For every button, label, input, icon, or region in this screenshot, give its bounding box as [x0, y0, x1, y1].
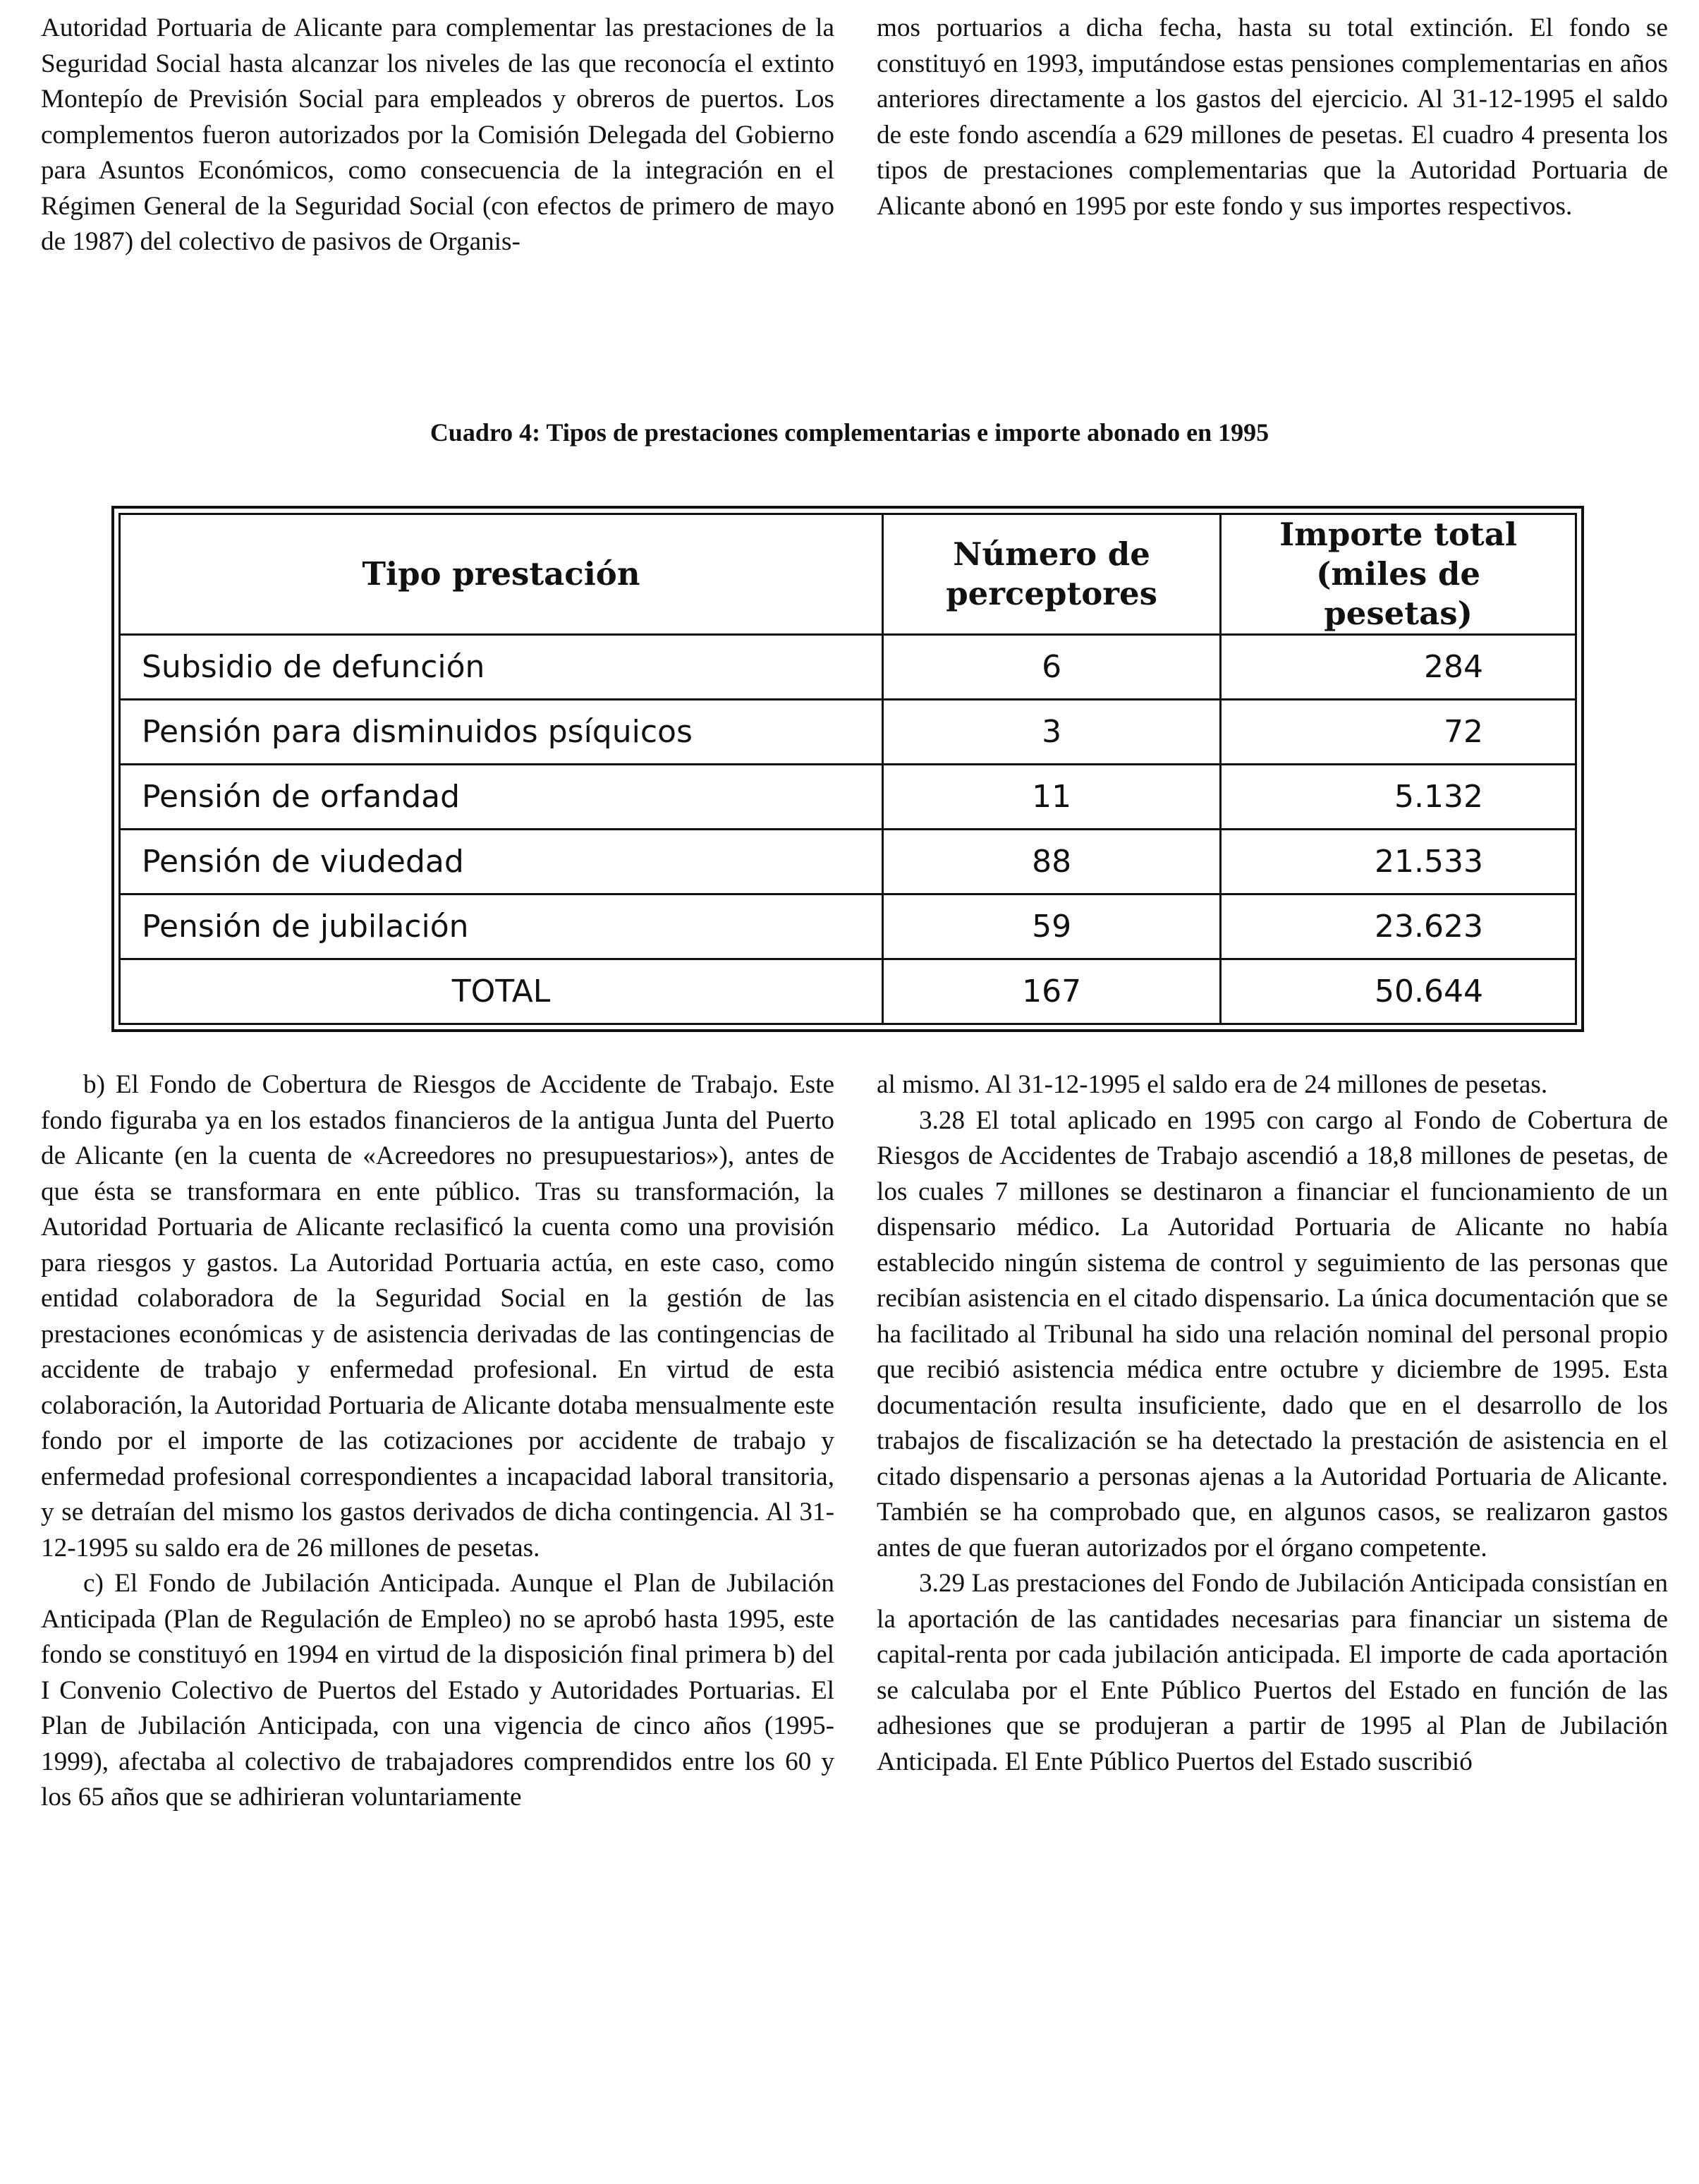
bottom-left-column	[41, 1067, 834, 1816]
total-recipients-cell: 167	[883, 959, 1221, 1024]
recipients-cell: 11	[883, 765, 1221, 830]
benefits-table	[111, 506, 1584, 1032]
recipients-cell: 3	[883, 700, 1221, 765]
paragraph: Autoridad Portuaria de Alicante para complementar las prestaciones de la Seguridad Social hasta alcanzar los niveles de las que reconocía el extinto Montepío de Previsión Social para empleados y obreros de puertos. Los complementos fueron autorizados por la Comisión Delegada del Gobierno para Asuntos Económicos, como consecuencia de la integración en el Régimen General de la Seguridad Social (con efectos de primero de mayo de 1987) del colectivo de pasivos de Organis-	[41, 13, 834, 256]
bottom-right-column	[877, 1067, 1668, 1780]
amount-cell: 23.623	[1221, 894, 1576, 959]
table-row	[120, 765, 1576, 830]
paragraph: 3.29 Las prestaciones del Fondo de Jubilación Anticipada consistían en la aportación de las cantidades necesarias para financiar un sistema de capital-renta por cada jubilación anticipada. El importe de cada aportación se calculaba por el Ente Público Puertos del Estado en función de las adhesiones que se produjeran a partir de 1995 al Plan de Jubilación Anticipada. El Ente Público Puertos del Estado suscribió	[877, 1569, 1668, 1776]
header-benefit-type: Tipo prestación	[120, 514, 883, 635]
benefits-table-grid	[118, 513, 1577, 1025]
total-label-cell: TOTAL	[120, 959, 883, 1024]
table-row	[120, 700, 1576, 765]
paragraph: al mismo. Al 31-12-1995 el saldo era de 24 millones de pesetas.	[877, 1070, 1548, 1099]
paragraph: c) El Fondo de Jubilación Anticipada. Aunque el Plan de Jubilación Anticipada (Plan de Regulación de Empleo) no se aprobó hasta 1995, este fondo se constituyó en 1994 en virtud de la disposición final primera b) del I Convenio Colectivo de Puertos del Estado y Autoridades Portuarias. El Plan de Jubilación Anticipada, con una vigencia de cinco años (1995-1999), afectaba al colectivo de trabajadores comprendidos entre los 60 y los 65 años que se adhirieran voluntariamente	[41, 1569, 834, 1812]
paragraph: b) El Fondo de Cobertura de Riesgos de Accidente de Trabajo. Este fondo figuraba ya en los estados financieros de la antigua Junta del Puerto de Alicante (en la cuenta de «Acreedores no presupuestarios»), antes de que ésta se transformara en ente público. Tras su transformación, la Autoridad Portuaria de Alicante reclasificó la cuenta como una provisión para riesgos y gastos. La Autoridad Portuaria actúa, en este caso, como entidad colaboradora de la Seguridad Social en la gestión de las prestaciones económicas y de asistencia derivadas de las contingencias de accidente de trabajo y enfermedad profesional. En virtud de esta colaboración, la Autoridad Portuaria de Alicante dotaba mensualmente este fondo por el importe de las cotizaciones por accidente de trabajo y enfermedad profesional correspondientes a incapacidad laboral transitoria, y se detraían del mismo los gastos derivados de dicha contingencia. Al 31-12-1995 su saldo era de 26 millones de pesetas.	[41, 1070, 834, 1563]
recipients-cell: 59	[883, 894, 1221, 959]
benefit-type-cell: Pensión para disminuidos psíquicos	[120, 700, 883, 765]
table-total-row	[120, 959, 1576, 1024]
table-row	[120, 894, 1576, 959]
amount-cell: 5.132	[1221, 765, 1576, 830]
amount-cell: 284	[1221, 635, 1576, 700]
table-caption: Cuadro 4: Tipos de prestaciones complementarias e importe abonado en 1995	[430, 418, 1269, 447]
benefit-type-cell: Pensión de orfandad	[120, 765, 883, 830]
recipients-cell: 6	[883, 635, 1221, 700]
table-row	[120, 635, 1576, 700]
top-left-column	[41, 11, 834, 260]
total-amount-cell: 50.644	[1221, 959, 1576, 1024]
header-recipients: Número de perceptores	[883, 514, 1221, 635]
amount-cell: 21.533	[1221, 830, 1576, 894]
paragraph: mos portuarios a dicha fecha, hasta su total extinción. El fondo se constituyó en 1993, imputándose estas pensiones complementarias en años anteriores directamente a los gastos del ejercicio. Al 31-12-1995 el saldo de este fondo ascendía a 629 millones de pesetas. El cuadro 4 presenta los tipos de prestaciones complementarias que la Autoridad Portuaria de Alicante abonó en 1995 por este fondo y sus importes respectivos.	[877, 13, 1668, 221]
table-header-row	[120, 514, 1576, 635]
paragraph: 3.28 El total aplicado en 1995 con cargo al Fondo de Cobertura de Riesgos de Accidentes de Trabajo ascendió a 18,8 millones de pesetas, de los cuales 7 millones se destinaron a financiar el funcionamiento de un dispensario médico. La Autoridad Portuaria de Alicante no había establecido ningún sistema de control y seguimiento de las personas que recibían asistencia en el citado dispensario. La única documentación que se ha facilitado al Tribunal ha sido una relación nominal del personal propio que recibió asistencia médica entre octubre y diciembre de 1995. Esta documentación resulta insuficiente, dado que en el desarrollo de los trabajos de fiscalización se ha detectado la prestación de asistencia en el citado dispensario a personas ajenas a la Autoridad Portuaria de Alicante. También se ha comprobado que, en algunos casos, se realizaron gastos antes de que fueran autorizados por el órgano competente.	[877, 1105, 1668, 1563]
benefit-type-cell: Pensión de viudedad	[120, 830, 883, 894]
table-row	[120, 830, 1576, 894]
top-right-column	[877, 11, 1668, 224]
amount-cell: 72	[1221, 700, 1576, 765]
recipients-cell: 88	[883, 830, 1221, 894]
benefit-type-cell: Subsidio de defunción	[120, 635, 883, 700]
header-total-amount: Importe total (miles de pesetas)	[1221, 514, 1576, 635]
benefit-type-cell: Pensión de jubilación	[120, 894, 883, 959]
